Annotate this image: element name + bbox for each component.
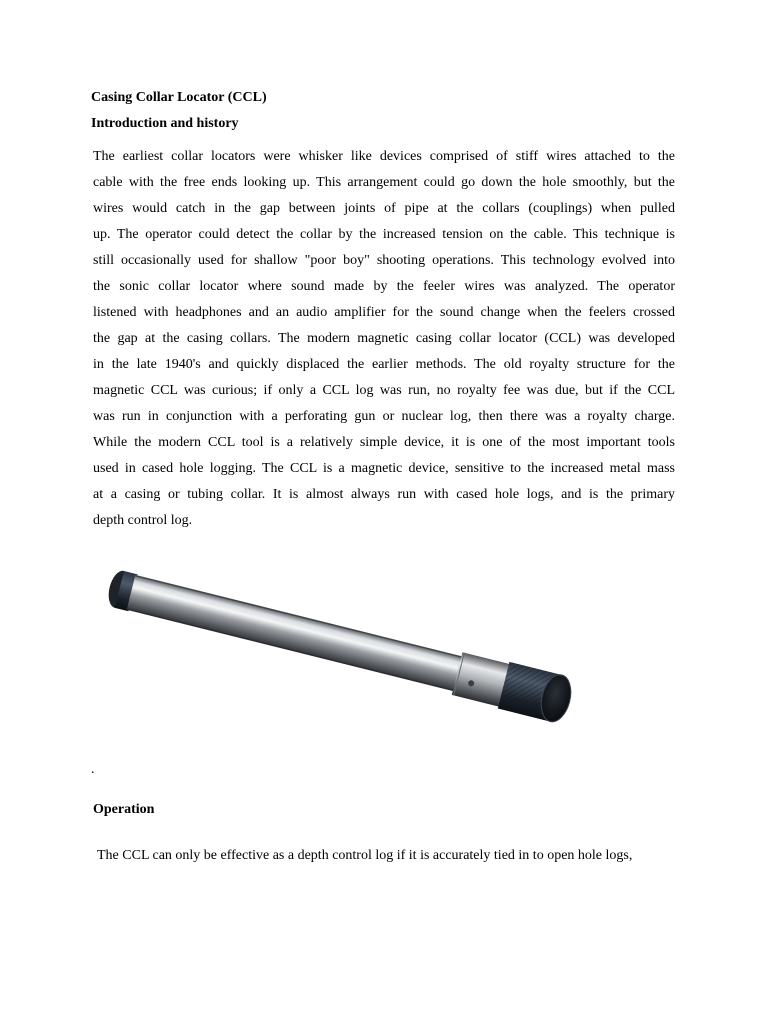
section-heading-operation: Operation bbox=[93, 802, 155, 817]
document-title: Casing Collar Locator (CCL) bbox=[91, 90, 267, 105]
intro-line: The earliest collar locators were whisker like devices comprised of stiff wires attached to the bbox=[93, 149, 675, 164]
intro-line: wires would catch in the gap between joints of pipe at the collars (couplings) when pulled bbox=[93, 201, 675, 216]
intro-line: depth control log. bbox=[93, 513, 193, 528]
section-heading-introduction: Introduction and history bbox=[91, 116, 239, 131]
intro-line: magnetic CCL was curious; if only a CCL log was run, no royalty fee was due, but if the CCL bbox=[93, 383, 675, 398]
intro-line: While the modern CCL tool is a relatively simple device, it is one of the most important tools bbox=[93, 435, 675, 450]
intro-line: at a casing or tubing collar. It is almost always run with cased hole logs, and is the primary bbox=[93, 487, 675, 502]
figure-trailing-mark: . bbox=[91, 762, 95, 777]
ccl-tool-photo bbox=[96, 548, 662, 776]
intro-line: was run in conjunction with a perforating gun or nuclear log, then there was a royalty charge. bbox=[93, 409, 675, 424]
intro-line: the gap at the casing collars. The modern magnetic casing collar locator (CCL) was developed bbox=[93, 331, 675, 346]
intro-line: in the late 1940's and quickly displaced the earlier methods. The old royalty structure for the bbox=[93, 357, 675, 372]
intro-line: the sonic collar locator where sound made by the feeler wires was analyzed. The operator bbox=[93, 279, 675, 294]
intro-line: used in cased hole logging. The CCL is a magnetic device, sensitive to the increased metal mass bbox=[93, 461, 675, 476]
intro-line: still occasionally used for shallow "poor boy" shooting operations. This technology evolved into bbox=[93, 253, 675, 268]
operation-paragraph: The CCL can only be effective as a depth control log if it is accurately tied in to open hole logs, bbox=[97, 848, 633, 863]
intro-line: cable with the free ends looking up. This arrangement could go down the hole smoothly, but the bbox=[93, 175, 675, 190]
intro-line: listened with headphones and an audio amplifier for the sound change when the feelers crossed bbox=[93, 305, 675, 320]
intro-paragraph bbox=[93, 144, 675, 534]
intro-line: up. The operator could detect the collar by the increased tension on the cable. This technique is bbox=[93, 227, 675, 242]
